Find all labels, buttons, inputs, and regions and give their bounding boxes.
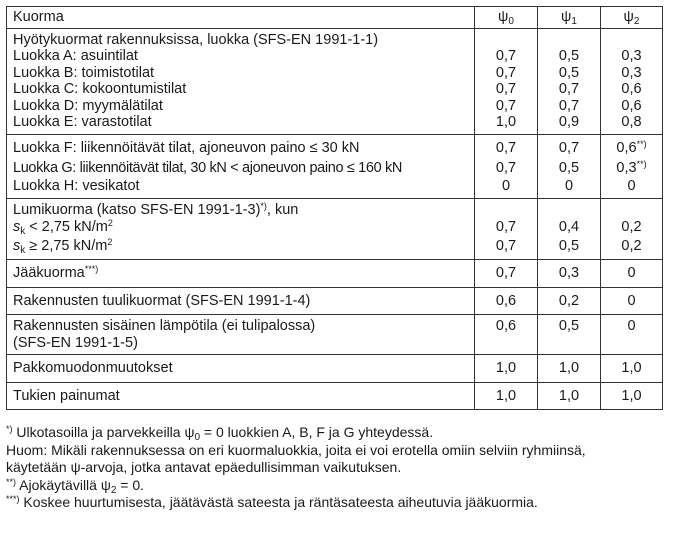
value: 0,5	[558, 238, 580, 254]
unit-exponent: 2	[107, 218, 113, 228]
condition-text: ≥ 2,75 kN/m	[25, 238, 108, 254]
symbol-sub: k	[20, 245, 26, 256]
psi0-cell	[475, 134, 538, 198]
value: 0,7	[558, 139, 580, 156]
title-text: Lumikuorma (katso SFS-EN 1991-1-3)	[13, 201, 261, 218]
footnote-mark: **)	[636, 158, 647, 169]
row-label: Luokka A: asuintilat	[13, 48, 138, 64]
psi1-cell: 0,5	[538, 315, 601, 355]
label-cell	[7, 198, 475, 260]
label-cell: Rakennusten tuulikuormat (SFS-EN 1991-1-4)	[7, 287, 475, 315]
group-title	[13, 202, 468, 219]
combination-factor-table	[6, 6, 663, 410]
row-label: Luokka G: liikennöitävät tilat, 30 kN < ajoneuvon paino ≤ 160 kN	[13, 159, 402, 176]
psi0-cell	[475, 28, 538, 134]
table-row-jaakuorma	[7, 260, 663, 288]
value: 0	[627, 177, 636, 194]
psi2-cell	[601, 28, 663, 134]
value: 0,7	[495, 159, 517, 176]
footnote-mark: *)	[6, 424, 13, 434]
psi0-cell: 0,6	[475, 287, 538, 315]
condition-text: < 2,75 kN/m	[25, 219, 108, 235]
symbol: ψ	[184, 424, 195, 440]
label-cell	[7, 134, 475, 198]
note-text: = 0 luokkien A, B, F ja G yhteydessä.	[200, 424, 434, 440]
table-row-lampotila	[7, 315, 663, 355]
value: 0,2	[621, 219, 642, 235]
psi1-cell: 0,3	[538, 260, 601, 288]
psi2-cell: 1,0	[601, 382, 663, 410]
value: 0,7	[495, 64, 517, 81]
row-label: Luokka C: kokoontumistilat	[13, 81, 187, 97]
symbol: ψ	[70, 459, 81, 475]
label-cell	[7, 315, 475, 355]
header-psi0: $\psi_0$	[475, 7, 538, 29]
row-label: Rakennusten sisäinen lämpötila (ei tulipalossa)	[13, 318, 316, 334]
value-with-note	[607, 138, 656, 158]
snow-condition-1	[13, 218, 468, 237]
header-kuorma: Kuorma	[7, 7, 475, 29]
psi0-cell: 1,0	[475, 355, 538, 383]
psi0-cell	[475, 198, 538, 260]
row-label: Luokka F: liikennöitävät tilat, ajoneuvon paino ≤ 30 kN	[13, 139, 360, 156]
psi0-cell: 0,6	[475, 315, 538, 355]
row-label: Luokka E: varastotilat	[13, 114, 152, 130]
value: 0,8	[621, 114, 642, 130]
psi1-cell: 1,0	[538, 382, 601, 410]
value: 0,7	[558, 97, 580, 114]
table-header-row	[7, 7, 663, 29]
table-row-tuulikuormat	[7, 287, 663, 315]
header-psi1: $\psi_1$	[538, 7, 601, 29]
unit-exponent: 2	[107, 237, 113, 247]
symbol-sub: k	[20, 226, 26, 237]
footnote-1	[6, 424, 662, 442]
psi2-cell: 0	[601, 315, 663, 355]
label-cell	[7, 28, 475, 134]
header-psi2: $\psi_2$	[601, 7, 663, 29]
value: 0,6	[621, 81, 642, 97]
value: 0	[501, 177, 511, 194]
symbol-sub: 2	[110, 484, 117, 496]
value: 0,5	[558, 64, 580, 81]
label-cell: Pakkomuodonmuutokset	[7, 355, 475, 383]
row-label-continued: (SFS-EN 1991-1-5)	[13, 334, 138, 351]
group-title: Hyötykuormat rakennuksissa, luokka (SFS-EN 1991-1-1)	[13, 31, 379, 48]
psi1-cell	[538, 198, 601, 260]
value: 1,0	[495, 114, 517, 130]
footnote-mark: ***)	[6, 494, 20, 504]
note-text: Ulkotasoilla ja parvekkeilla	[12, 424, 185, 440]
value: 0,7	[495, 219, 517, 235]
value: 0,5	[558, 159, 580, 176]
value-with-note	[607, 158, 656, 178]
value: 0,7	[495, 81, 517, 97]
psi1-cell	[538, 28, 601, 134]
symbol: s	[13, 219, 21, 235]
value: 0,3	[621, 48, 642, 64]
psi1-cell	[538, 134, 601, 198]
symbol-sub: 0	[194, 432, 201, 443]
psi2-cell: 0	[601, 260, 663, 288]
value: 0,3	[621, 64, 642, 81]
note-text: = 0.	[116, 476, 145, 493]
footnote-mark: **)	[6, 476, 17, 487]
value: 0,7	[495, 139, 517, 156]
note-text: -arvoja, jotka antavat epäedullisimman vaikutuksen.	[80, 459, 402, 475]
symbol: ψ	[100, 476, 111, 493]
footnotes	[6, 424, 662, 512]
row-label: Luokka H: vesikatot	[13, 177, 140, 194]
table-row-pakkomuodonmuutokset	[7, 355, 663, 383]
title-suffix: , kun	[266, 201, 299, 218]
value: 0,6	[616, 139, 637, 156]
footnote-mark: ***)	[84, 264, 99, 274]
document-page	[6, 6, 662, 512]
value: 0,4	[558, 219, 580, 235]
value: 0	[564, 177, 574, 194]
note-huom: Huom: Mikäli rakennuksessa on eri kuormaluokkia, joita ei voi erotella omiin selviin ryhmiinsä,	[6, 441, 586, 458]
label-cell	[7, 260, 475, 288]
row-label: Luokka B: toimistotilat	[13, 64, 155, 81]
value: 0,3	[616, 159, 637, 176]
footnote-2	[6, 477, 662, 495]
snow-condition-2	[13, 237, 468, 256]
value: 0,7	[495, 97, 517, 114]
value: 0,7	[495, 238, 517, 254]
psi1-cell: 0,2	[538, 287, 601, 315]
table-row-lumikuorma	[7, 198, 663, 260]
footnote-3	[6, 494, 662, 512]
note-text: Koskee huurtumisesta, jäätävästä sateesta ja räntäsateesta aiheutuvia jääkuormia.	[19, 494, 538, 510]
label-cell: Tukien painumat	[7, 382, 475, 410]
note-text: Ajokäytävillä	[16, 476, 101, 493]
symbol: s	[13, 238, 21, 254]
psi1-cell: 1,0	[538, 355, 601, 383]
table-row-tukien-painumat	[7, 382, 663, 410]
psi2-cell: 1,0	[601, 355, 663, 383]
value: 0,9	[558, 114, 580, 130]
psi2-cell: 0	[601, 287, 663, 315]
value: 0,2	[621, 238, 642, 254]
table-row-hyotykuormat	[7, 28, 663, 134]
row-label: Jääkuorma	[13, 265, 85, 281]
psi0-cell: 1,0	[475, 382, 538, 410]
note-huom-continued	[6, 459, 662, 477]
footnote-mark: *)	[260, 200, 267, 211]
value: 0,7	[558, 81, 580, 97]
psi2-cell	[601, 134, 663, 198]
value: 0,6	[621, 97, 642, 114]
row-label: Luokka D: myymälätilat	[13, 97, 163, 114]
footnote-mark: **)	[636, 138, 647, 149]
value: 0,7	[495, 48, 517, 64]
psi2-cell	[601, 198, 663, 260]
note-text: käytetään	[6, 459, 71, 475]
value: 0,5	[558, 48, 580, 64]
psi0-cell: 0,7	[475, 260, 538, 288]
table-row-liikennoitavat	[7, 134, 663, 198]
